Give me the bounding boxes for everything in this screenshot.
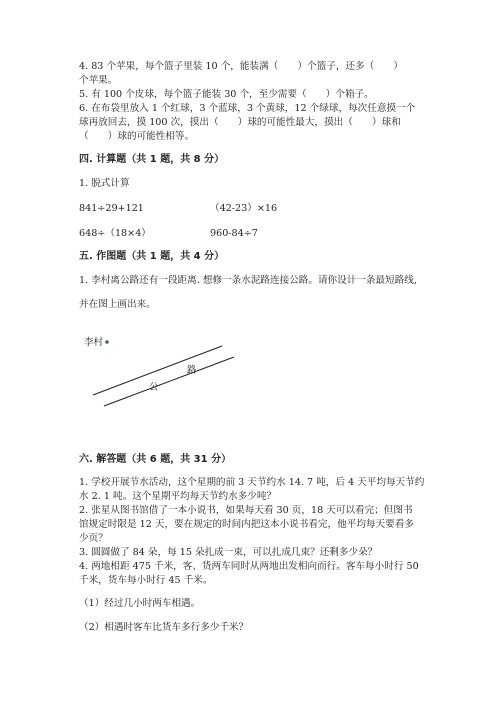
question-3-6-line-1: 6. 在布袋里放入 1 个红球，3 个蓝球，3 个黄球，12 个绿球，每次任意摸一个 <box>79 103 416 114</box>
section-6-line-6: 3. 圆圆做了 84 朵，每 15 朵扎成一束，可以扎成几束？还剩多少朵？ <box>79 547 378 558</box>
question-3-4-line-1: 4. 83 个苹果，每个篮子里装 10 个，能装满（ ）个篮子，还多（ ） <box>79 61 403 72</box>
road-char-lu: 路 <box>187 365 197 376</box>
village-label: 李村 <box>84 337 104 348</box>
section-6-heading: 六. 解答题（共 6 题，共 31 分） <box>79 454 232 465</box>
question-3-5: 5. 有 100 个皮球，每个篮子能装 30 个，至少需要（ ）个箱子。 <box>79 89 374 100</box>
village-dot <box>105 340 109 344</box>
section-6-line-3: 2. 张星从图书馆借了一本小说书，如果每天看 30 页，18 天可以看完；但图书 <box>79 505 413 516</box>
sub-question-1: （1）经过几小时两车相遇。 <box>79 598 201 609</box>
section-6-line-2: 水 2. 1 吨。这个星期平均每天节约水多少吨？ <box>79 491 277 502</box>
section-4-heading: 四. 计算题（共 1 题，共 8 分） <box>79 154 225 165</box>
question-3-4-line-2: 个苹果。 <box>79 75 118 86</box>
section-6-line-8: 千米，货车每小时行 45 千米。 <box>79 575 213 586</box>
section-6-line-5: 少页？ <box>79 533 108 544</box>
expression-3: 648÷（18×4） <box>79 228 151 239</box>
section-5-question-1-line-2: 并在图上画出来。 <box>79 299 156 310</box>
section-5-question-1-line-1: 1. 李村离公路还有一段距离. 想修一条水泥路连接公路。请你设计一条最短路线, <box>79 275 417 286</box>
question-3-6-line-2: 球再放回去，摸 100 次，摸出（ ）球的可能性最大，摸出（ ）球和 <box>79 117 401 128</box>
road-char-gong: 公 <box>149 382 159 393</box>
expression-1: 841÷29+121 <box>79 203 144 214</box>
section-6-line-1: 1. 学校开展节水活动，这个星期的前 3 天节约水 14. 7 吨，后 4 天平均每天节约 <box>79 477 425 488</box>
section-6-line-4: 馆规定时限是 12 天，要在规定的时间内把这本小说书看完，他平均每天要看多 <box>79 519 414 530</box>
section-5-heading: 五. 作图题（共 1 题，共 4 分） <box>79 251 225 262</box>
expression-4: 960-84÷7 <box>210 228 258 239</box>
section-4-question-1-title: 1. 脱式计算 <box>79 178 130 189</box>
section-6-line-7: 4. 两地相距 475 千米，客、货两车同时从两地出发相向而行。客车每小时行 50 <box>79 561 419 572</box>
road-edge-lower <box>104 357 234 406</box>
expression-2: （42-23）×16 <box>210 203 278 214</box>
sub-question-2: （2）相遇时客车比货车多行多少千米？ <box>79 622 249 633</box>
question-3-6-line-3: （ ）球的可能性相等。 <box>79 131 195 142</box>
